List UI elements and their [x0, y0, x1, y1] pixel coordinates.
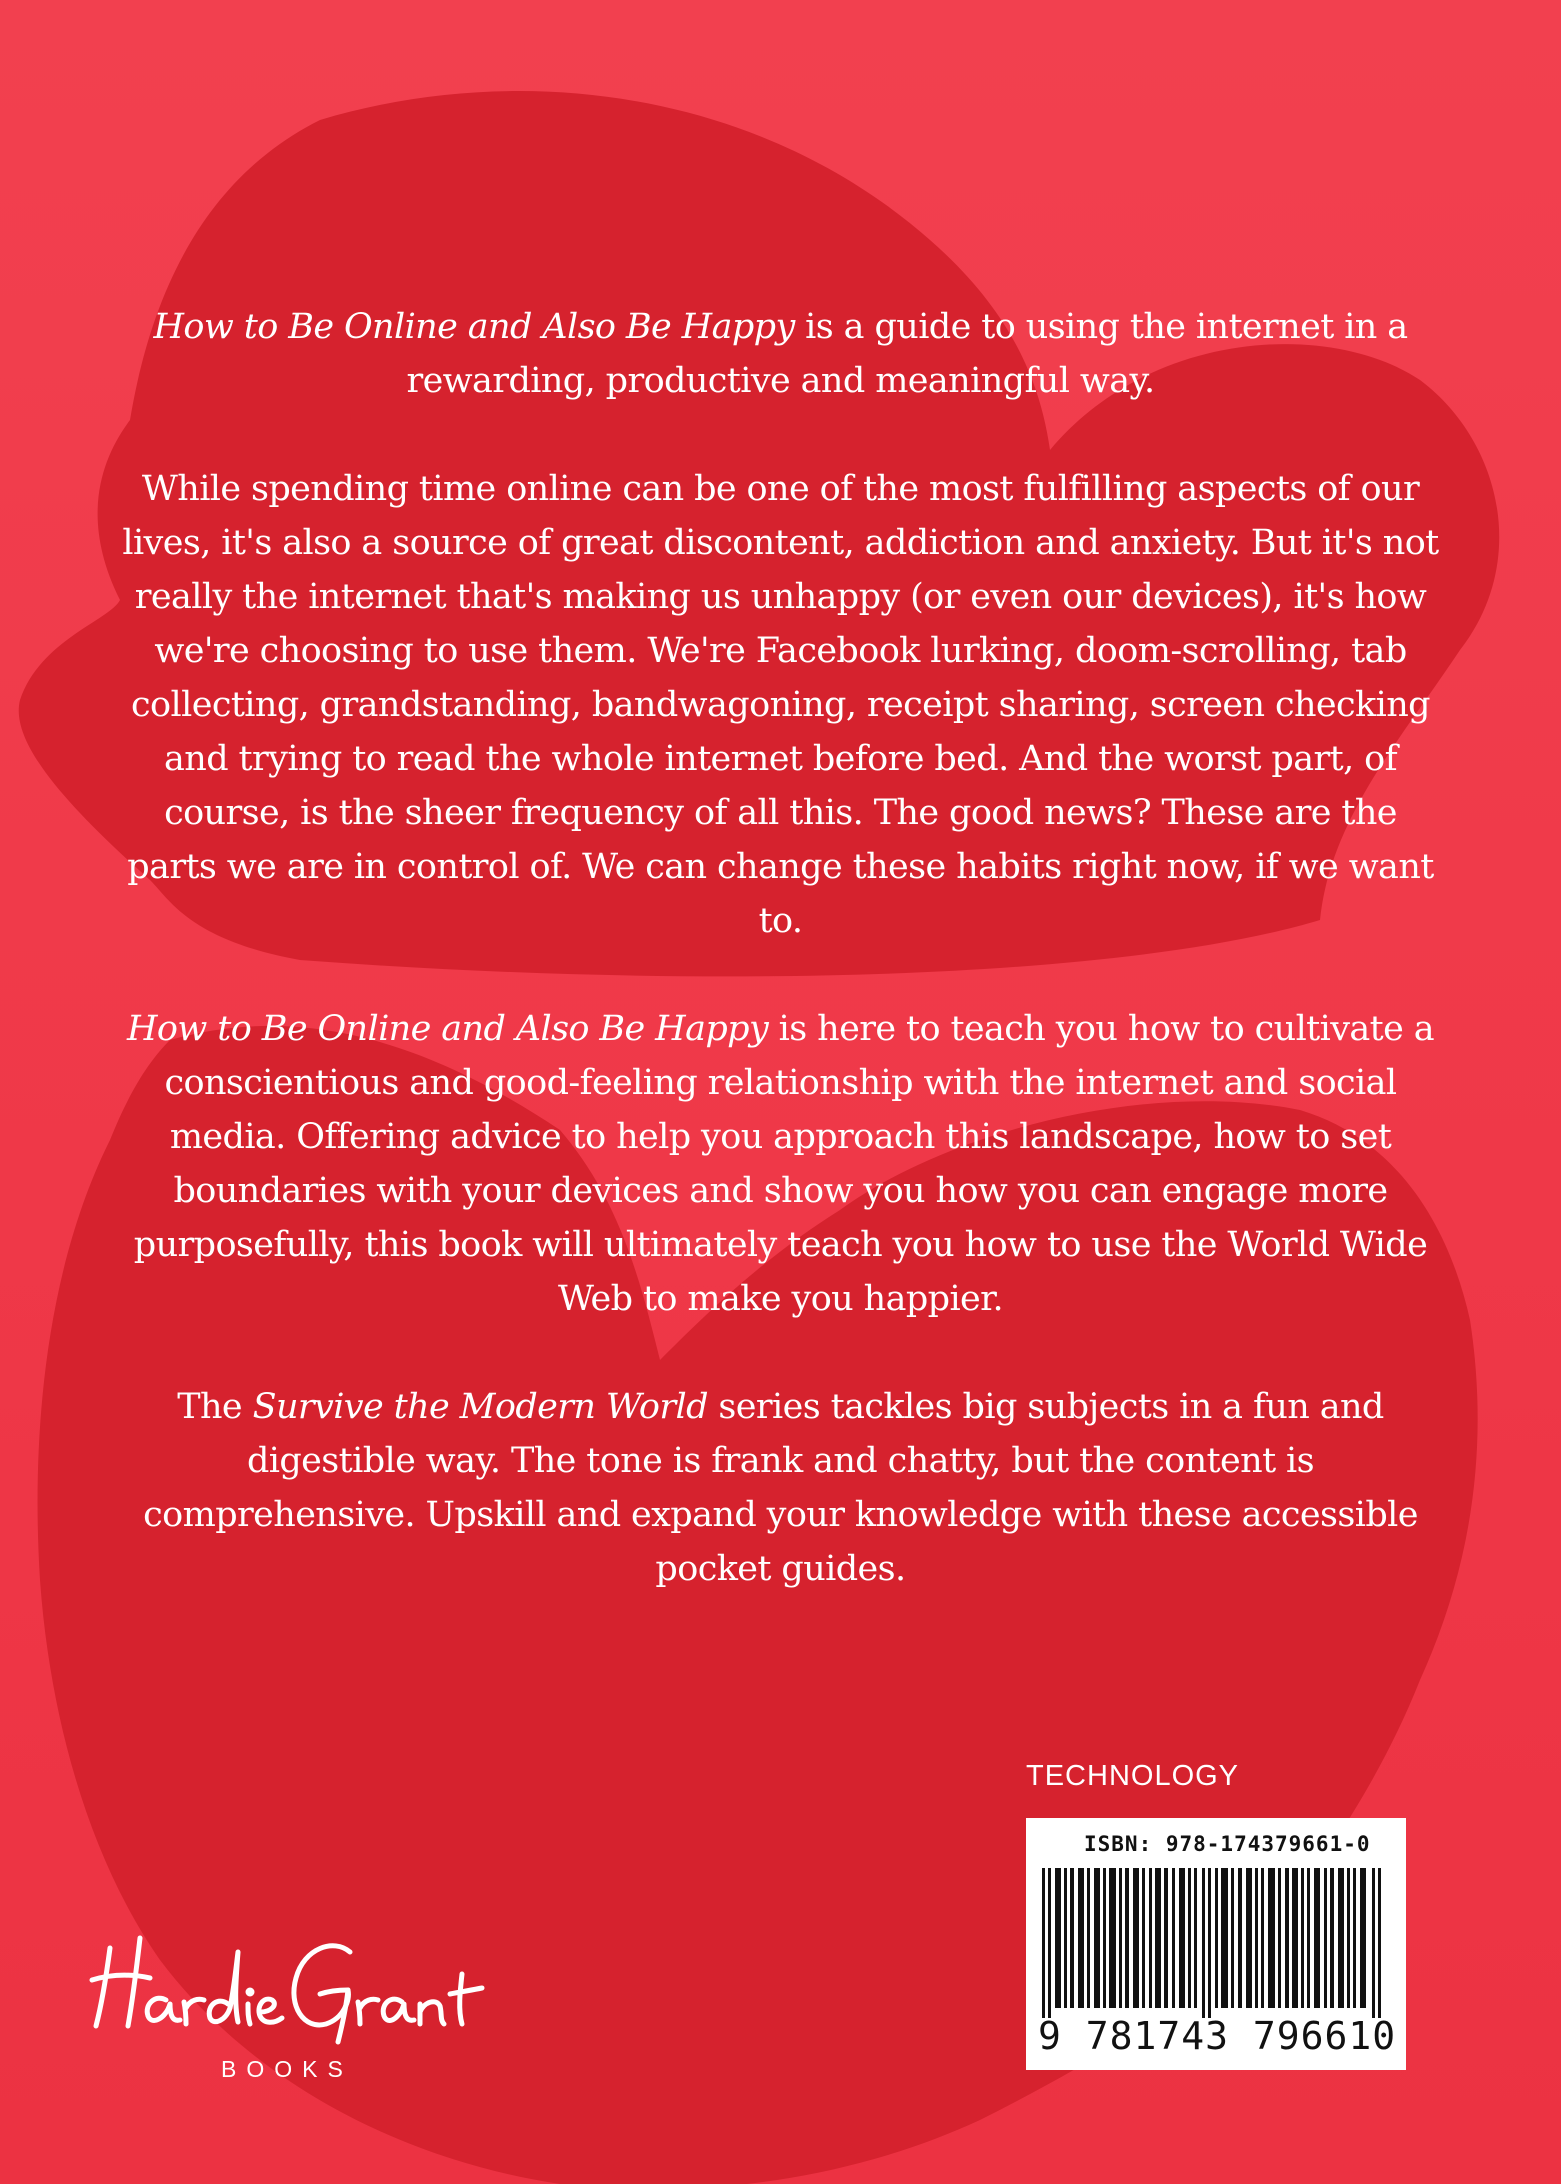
- book-title-italic: How to Be Online and Also Be Happy: [126, 1009, 769, 1049]
- hardie-grant-script-logo: [88, 1908, 488, 2048]
- category-label: TECHNOLOGY: [1026, 1760, 1240, 1792]
- blurb-paragraph-series: [120, 1380, 1441, 1596]
- barcode-digits: 9 781743 796610: [1038, 2014, 1397, 2058]
- publisher-imprint: BOOKS: [221, 2056, 353, 2082]
- publisher-logo: [88, 1908, 508, 2082]
- isbn-label: ISBN: 978-174379661-0: [1084, 1832, 1371, 1856]
- intro-text: is a guide to using the internet in a rewarding, productive and meaningful way.: [406, 307, 1408, 401]
- blurb-paragraph-problem: While spending time online can be one of the most fulfilling aspects of our lives, it's also a source of great discontent, addiction and anxiety. But it's not really the internet that's making us unhappy (or even our devices), it's how we're choosing to use them. We're Facebook lurking, doom-scrolling, tab collecting, grandstanding, bandwagoning, receipt sharing, screen checking and trying to read the whole internet before bed. And the worst part, of course, is the sheer frequency of all this. The good news? These are the parts we are in control of. We can change these habits right now, if we want to.: [122, 469, 1439, 941]
- series-title-italic: Survive the Modern World: [252, 1387, 708, 1427]
- solution-text: is here to teach you how to cultivate a conscientious and good-feeling relationship with the internet and social media. Offering advice to help you approach this landscape, how to set boundaries with your devices and show you how you can engage more purposefully, this book will ultimately teach you how to use the World Wide Web to make you happier.: [133, 1009, 1435, 1319]
- book-title-italic: How to Be Online and Also Be Happy: [153, 307, 795, 347]
- blurb-paragraph-solution: [120, 1002, 1441, 1326]
- isbn-barcode-box: [1026, 1818, 1406, 2070]
- series-text: series tackles big subjects in a fun and digestible way. The tone is frank and chatty, but the content is comprehensive. Upskill and expand your knowledge with these accessible pocket guides.: [143, 1387, 1418, 1589]
- barcode-icon: [1042, 1868, 1390, 2018]
- back-cover-blurb: [120, 300, 1441, 1650]
- blurb-paragraph-intro: [120, 300, 1441, 408]
- series-lead: The: [177, 1387, 253, 1427]
